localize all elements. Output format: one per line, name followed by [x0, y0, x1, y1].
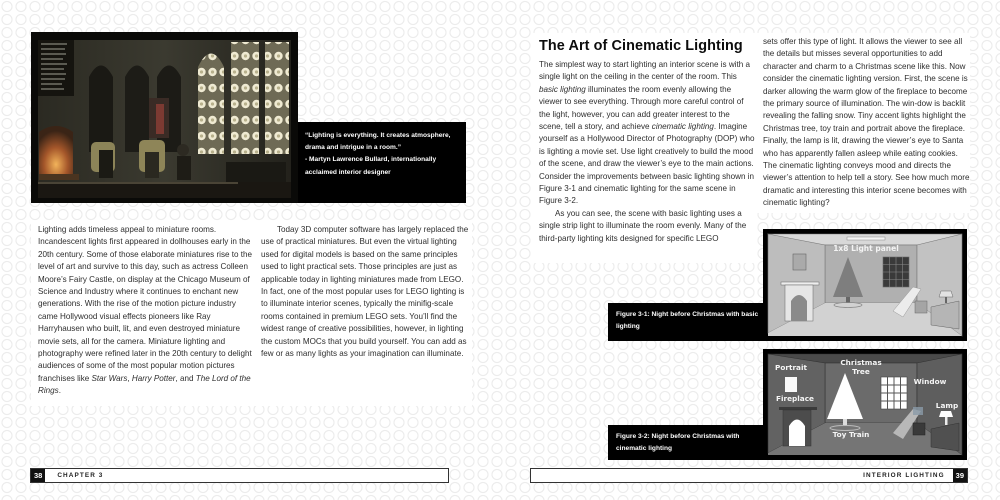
label-tree: Tree [852, 367, 870, 376]
paragraph: Lighting adds timeless appeal to miniature rooms. Incandescent lights first appeared in dollhouses early in the 20th century. Some of those elaborate miniatures rise to the level of art and survive to this day, such as actress Colleen Moore’s Fairy Castle, on display at the Chicago Museum of Science and Industry where it continues to enchant new generations. With the rise of the motion picture industry came Hollywood visual effects pioneers like Ray Harryhausen who built, lit, and even destroyed miniature movie sets, all for the camera. Miniature lighting and photography were refined later in the 20th century to delight audiences of some of the most popular motion pictures franchises like Star Wars, Harry Potter, and The Lord of the Rings. [38, 225, 253, 396]
figure-3-2 [763, 349, 967, 460]
footer-right [530, 468, 968, 483]
pull-quote [298, 122, 466, 203]
article-title: The Art of Cinematic Lighting [539, 38, 743, 54]
quote-attribution: - Martyn Lawrence Bullard, internationally acclaimed interior designer [305, 156, 437, 176]
page-number: 38 [31, 469, 45, 482]
left-column-1 [31, 221, 253, 406]
label-fireplace: Fireplace [776, 394, 814, 403]
running-head: CHAPTER 3 [57, 472, 104, 479]
running-head: INTERIOR LIGHTING [863, 472, 945, 479]
right-column-2 [755, 33, 970, 213]
footer-left [30, 468, 449, 483]
lego-interior-photo [31, 32, 298, 203]
page-number: 39 [953, 469, 967, 482]
figure-3-2-caption: Figure 3-2: Night before Christmas with cinematic lighting [608, 425, 766, 460]
left-column-2 [253, 221, 472, 406]
basic-lighting-room-illustration [763, 229, 967, 341]
right-column-1 [532, 33, 755, 263]
photo-scene [31, 32, 298, 203]
label-light-panel: 1x8 Light panel [833, 244, 899, 253]
cinematic-lighting-room-illustration [763, 349, 967, 460]
label-lamp: Lamp [935, 401, 959, 410]
paragraph: As you can see, the scene with basic lighting uses a single strip light to illuminate the room evenly. Many of the third-party lighting kits designed for specific LEGO [539, 208, 747, 243]
label-window: Window [913, 377, 947, 386]
figure-3-1 [763, 229, 967, 341]
paragraph: Today 3D computer software has largely replaced the use of practical miniatures. But even the virtual lighting used for digital models is based on the same principles used to light practical sets. Those principles are just as applicable today in lighting miniatures made from LEGO. In fact, one of the most popular uses for LEGO lighting is to illuminate interior scenes, typically the minifig-scale rooms contained in premium LEGO sets. You’ll find the widest range of creative possibilities, however, in lighting the custom MOCs that you build yourself. You can add as few or as many lights as your imagination can illuminate. [261, 225, 469, 359]
paragraph: The simplest way to start lighting an interior scene is with a single light on the ceiling in the center of the room. This basic lighting illuminates the room evenly allowing the viewer to see everything. Through more careful control of the light, however, you can add greater interest to the scene, tell a story, and achieve cinematic lighting. Imagine yourself as a Hollywood Director of Photography (DOP) who is lighting a movie set. Use light creatively to build the mood of the scene, and draw the viewer’s eye to the main actions. Consider the improvements between basic lighting shown in Figure 3-1 and cinematic lighting for the same scene in Figure 3-2. [539, 60, 755, 206]
label-christmas: Christmas [840, 358, 882, 367]
figure-3-1-caption: Figure 3-1: Night before Christmas with basic lighting [608, 303, 766, 341]
label-toy-train: Toy Train [832, 430, 870, 439]
label-portrait: Portrait [775, 363, 807, 372]
paragraph: sets offer this type of light. It allows the viewer to see all the details but misses several opportunities to add character and charm to a Christmas scene like this. Now consider the cinematic lighting version. First, the scene is darker allowing the warm glow of the fireplace to become the primary source of illumination. The win-dow is backlit revealing the falling snow. Tiny accent lights highlight the Christmas tree, toy train and portrait above the fireplace. Finally, the lamp is lit, drawing the viewer’s eye to Santa who has apparently fallen asleep while eating cookies. The cinematic lighting conveys mood and directs the viewer’s attention to help tell a story. See how much more dramatic and interesting this interior scene becomes with cinematic lighting? [763, 37, 970, 208]
quote-text: “Lighting is everything. It creates atmosphere, drama and intrigue in a room.” [305, 132, 451, 152]
